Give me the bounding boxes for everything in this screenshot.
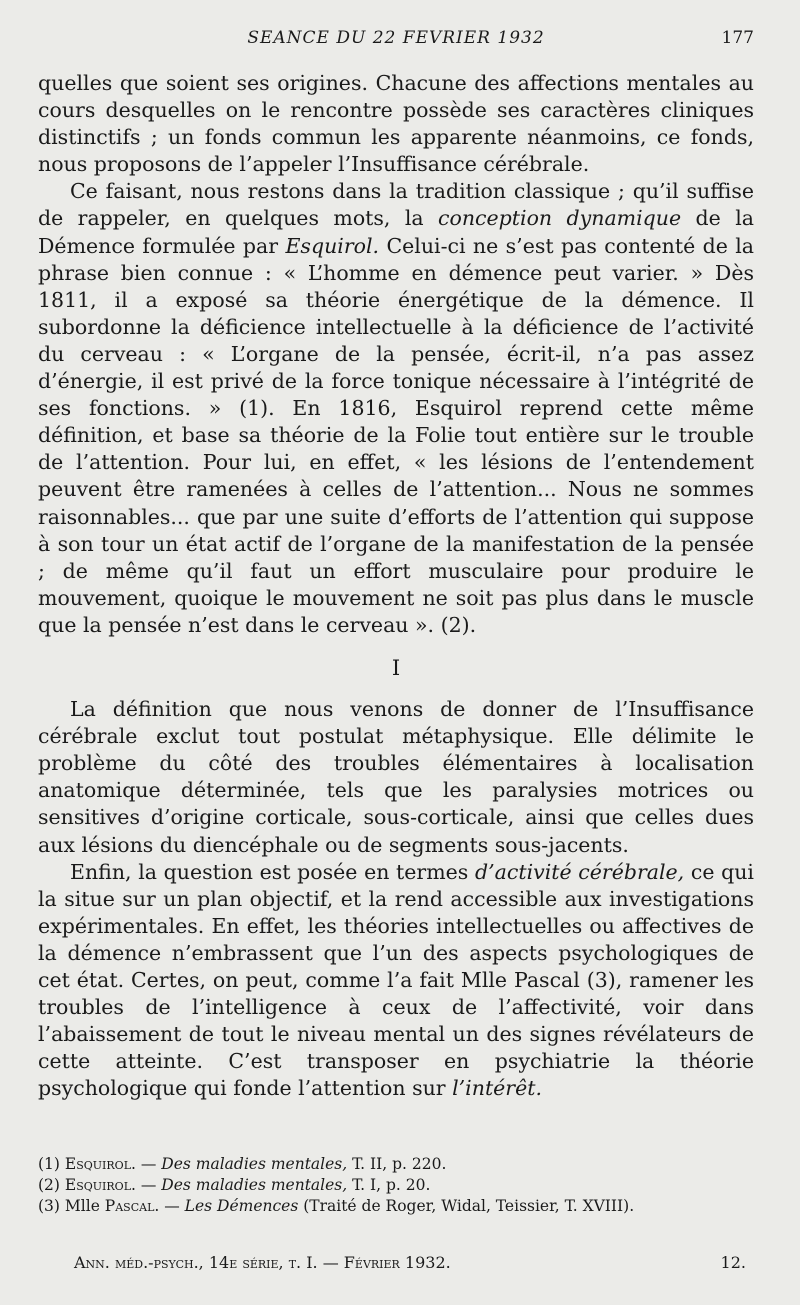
footnote-reference: T. II, p. 220.	[347, 1155, 447, 1173]
paragraph-4	[38, 859, 754, 1103]
footnote-title: Des maladies mentales,	[161, 1155, 348, 1173]
paragraph-4-text-a: Enfin, la question est posée en termes	[70, 859, 475, 884]
paragraph-2-text-a: Ce faisant, nous restons dans la tradition classique ; qu’il suffise de rappeler, en quelques mots, la	[38, 179, 754, 231]
body-text	[38, 70, 754, 1102]
footnote-number: (2)	[38, 1176, 60, 1194]
footnote-title: Des maladies mentales,	[161, 1176, 348, 1194]
paragraph-2-text-c: de la Démence formulée par	[38, 206, 754, 258]
paragraph-2-emphasis-esquirol: Esquirol.	[285, 233, 380, 258]
running-header	[38, 28, 754, 54]
paragraph-2	[38, 178, 754, 639]
signature-mark: 12.	[720, 1253, 746, 1272]
footnote-number: (3)	[38, 1197, 60, 1215]
section-heading: I	[391, 655, 401, 680]
paragraph-4-emphasis-interet: l’intérêt.	[452, 1076, 542, 1101]
footnote-title: Les Démences	[184, 1197, 299, 1215]
footnote-author: Pascal.	[104, 1197, 160, 1215]
footnote-author-prefix: Mlle	[64, 1197, 105, 1215]
paragraph-1: quelles que soient ses origines. Chacune des affections mentales au cours desquelles on le rencontre possède ses caractères cliniques distinctifs ; un fonds commun les apparente néanmoins, ce fonds, nous proposons de l’appeler l’Insuffisance cérébrale.	[38, 71, 754, 177]
paragraph-2-text-e: Celui-ci ne s’est pas contenté de la phrase bien connue : « L’homme en démence peut varier. » Dès 1811, il a exposé sa théorie énergétique de la démence. Il subordonne la déficience intellectuelle à la déficience de l’activité du cerveau : « L’organe de la pensée, écrit-il, n’a pas assez d’énergie, il est privé de la force tonique nécessaire à l’intégrité de ses fonctions. » (1). En 1816, Esquirol reprend cette même définition, et base sa théorie de la Folie tout entière sur le trouble de l’attention. Pour lui, en effet, « les lésions de l’entendement peuvent être ramenées à celles de l’attention... Nous ne sommes raisonnables... que par une suite d’efforts de l’attention qui suppose à son tour un état actif de l’organe de la manifestation de la pensée ; de même qu’il faut un effort musculaire pour produire le mouvement, quoique le mouvement ne soit pas plus dans le muscle que la pensée n’est dans le cerveau ». (2).	[38, 233, 755, 637]
running-title: SEANCE DU 22 FEVRIER 1932	[247, 28, 545, 48]
paragraph-2-emphasis-conception: conception dynamique	[438, 206, 682, 231]
page-number: 177	[721, 28, 754, 48]
footnote-author: Esquirol.	[64, 1176, 136, 1194]
footnote-reference: (Traité de Roger, Widal, Teissier, T. XVIII).	[298, 1197, 635, 1215]
footnote-3	[38, 1196, 754, 1217]
footnote-dash: —	[135, 1155, 162, 1173]
page-footer	[38, 1253, 754, 1277]
paragraph-3: La définition que nous venons de donner de l’Insuffisance cérébrale exclut tout postulat métaphysique. Elle délimite le problème du côté des troubles élémentaires à localisation anatomique déterminée, tels que les paralysies motrices ou sensitives d’origine corticale, sous-corticale, ainsi que celles dues aux lésions du diencéphale ou de segments sous-jacents.	[38, 697, 754, 857]
footnote-dash: —	[159, 1197, 185, 1215]
footnote-dash: —	[135, 1176, 162, 1194]
paragraph-4-emphasis-activite: d’activité cérébrale,	[474, 859, 685, 884]
footnote-2	[38, 1175, 754, 1196]
footnotes	[38, 1154, 754, 1217]
journal-citation: Ann. méd.-psych., 14e série, t. I. — Février 1932.	[74, 1253, 451, 1272]
footnote-author: Esquirol.	[64, 1155, 136, 1173]
footnote-1	[38, 1154, 754, 1175]
footnote-reference: T. I, p. 20.	[347, 1176, 431, 1194]
footnote-number: (1)	[38, 1155, 60, 1173]
paragraph-4-text-c: ce qui la situe sur un plan objectif, et la rend accessible aux investigations expérimentales. En effet, les théories intellectuelles ou affectives de la démence n’embrassent que l’un des aspects psychologiques de cet état. Certes, on peut, comme l’a fait Mlle Pascal (3), ramener les troubles de l’intelligence à ceux de l’affectivité, voir dans l’abaissement de tout le niveau mental un des signes révélateurs de cette atteinte. C’est transposer en psychiatrie la théorie psychologique qui fonde l’attention sur	[38, 859, 754, 1101]
